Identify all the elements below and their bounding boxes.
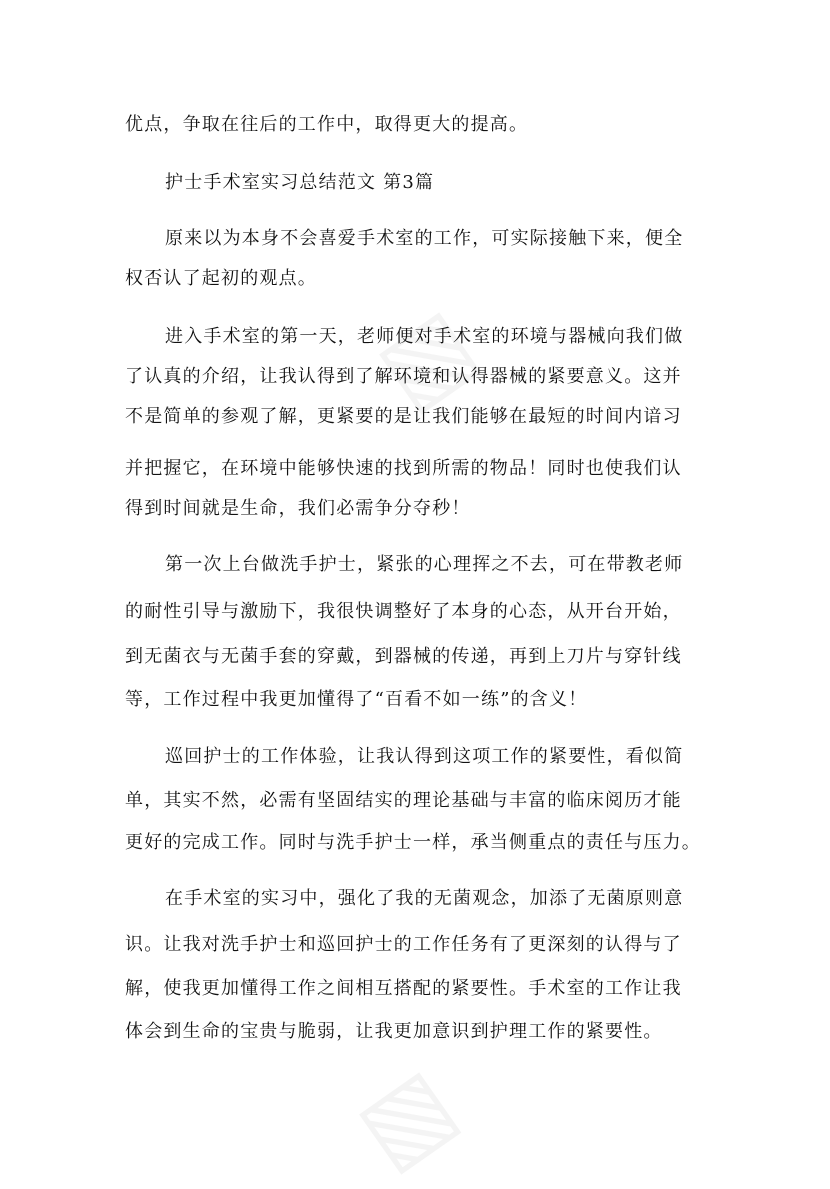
paragraph-line: 到无菌衣与无菌手套的穿戴，到器械的传递，再到上刀片与穿针线 [125, 646, 682, 667]
paragraph-line: 不是简单的参观了解，更紧要的是让我们能够在最短的时间内谙习 [125, 406, 682, 427]
paragraph-line: 权否认了起初的观点。 [125, 268, 317, 289]
paragraph-line: 优点，争取在往后的工作中，取得更大的提高。 [125, 114, 529, 135]
paragraph-line: 等，工作过程中我更加懂得了“百看不如一练”的含义！ [125, 689, 588, 710]
paragraph-line: 得到时间就是生命，我们必需争分夺秒！ [125, 498, 471, 519]
watermark: ▧ [355, 284, 495, 429]
paragraph-line: 在手术室的实习中，强化了我的无菌观念，加添了无菌原则意 [165, 888, 684, 909]
paragraph-line: 进入手术室的第一天，老师便对手术室的环境与器械向我们做 [165, 326, 684, 347]
paragraph-line: 识。让我对洗手护士和巡回护士的工作任务有了更深刻的认得与了 [125, 934, 682, 955]
paragraph-line: 的耐性引导与激励下，我很快调整好了本身的心态，从开台开始， [125, 601, 682, 622]
paragraph-line: 单，其实不然，必需有坚固结实的理论基础与丰富的临床阅历才能 [125, 790, 682, 811]
paragraph-line: 并把握它，在环境中能够快速的找到所需的物品！同时也使我们认 [125, 458, 682, 479]
paragraph-line: 体会到生命的宝贵与脆弱，让我更加意识到护理工作的紧要性。 [125, 1021, 663, 1042]
section-heading: 护士手术室实习总结范文 第3篇 [165, 172, 435, 193]
paragraph-line: 了认真的介绍，让我认得到了解环境和认得器械的紧要意义。这并 [125, 366, 682, 387]
paragraph-line: 第一次上台做洗手护士，紧张的心理挥之不去，可在带教老师 [165, 554, 684, 575]
paragraph-line: 原来以为本身不会喜爱手术室的工作，可实际接触下来，便全 [165, 228, 684, 249]
watermark: ▧ [335, 1044, 475, 1189]
paragraph-line: 更好的完成工作。同时与洗手护士一样，承当侧重点的责任与压力。 [125, 832, 701, 853]
paragraph-line: 巡回护士的工作体验，让我认得到这项工作的紧要性，看似简 [165, 746, 684, 767]
paragraph-line: 解，使我更加懂得工作之间相互搭配的紧要性。手术室的工作让我 [125, 978, 682, 999]
